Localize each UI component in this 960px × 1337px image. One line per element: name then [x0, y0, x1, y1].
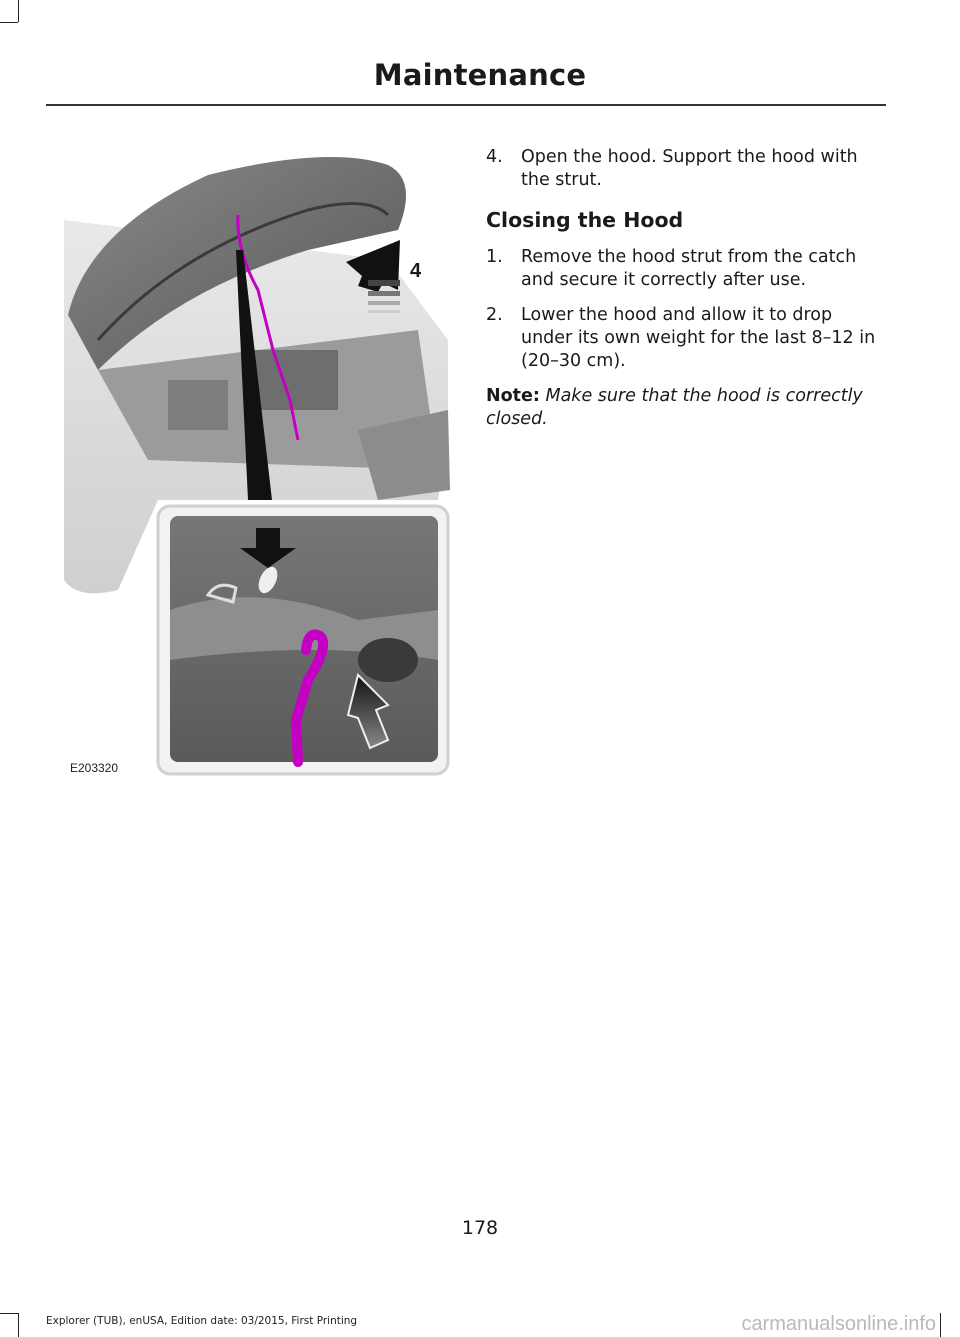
- step-remove-strut: [486, 246, 886, 292]
- header-divider: [46, 104, 886, 106]
- page-number: 178: [461, 1217, 499, 1239]
- crop-mark: [0, 22, 18, 23]
- footer-edition: Explorer (TUB), enUSA, Edition date: 03/2015, First Printing: [46, 1315, 358, 1327]
- hood-strut-illustration: [58, 140, 456, 780]
- watermark: carmanualsonline.info: [741, 1313, 936, 1335]
- page-title: Maintenance: [373, 58, 587, 92]
- step-number: 4.: [486, 147, 503, 167]
- crop-mark: [940, 1313, 941, 1337]
- note: [486, 385, 886, 431]
- crop-mark: [18, 0, 19, 22]
- step-text: Open the hood. Support the hood with the strut.: [521, 147, 858, 190]
- figure-code: E203320: [70, 761, 119, 775]
- crop-mark: [0, 1313, 18, 1314]
- section-heading: Closing the Hood: [486, 208, 684, 232]
- step-number: 1.: [486, 247, 503, 267]
- battery-box: [248, 350, 338, 410]
- note-label: Note:: [486, 386, 540, 406]
- note-text: Make sure that the hood is correctly closed.: [486, 386, 863, 429]
- strut-catch-hole: [358, 638, 418, 682]
- engine-bay-drawing: [58, 140, 456, 780]
- engine-component: [168, 380, 228, 430]
- callout-number: 4: [410, 260, 422, 282]
- step-text: Remove the hood strut from the catch and secure it correctly after use.: [521, 247, 857, 290]
- step-lower-hood: [486, 304, 886, 373]
- step-number: 2.: [486, 305, 503, 325]
- crop-mark: [18, 1313, 19, 1337]
- instructions-column: [486, 146, 886, 431]
- step-open-hood: [486, 146, 886, 192]
- step-text: Lower the hood and allow it to drop under its own weight for the last 8–12 in (20–30 cm).: [521, 305, 876, 371]
